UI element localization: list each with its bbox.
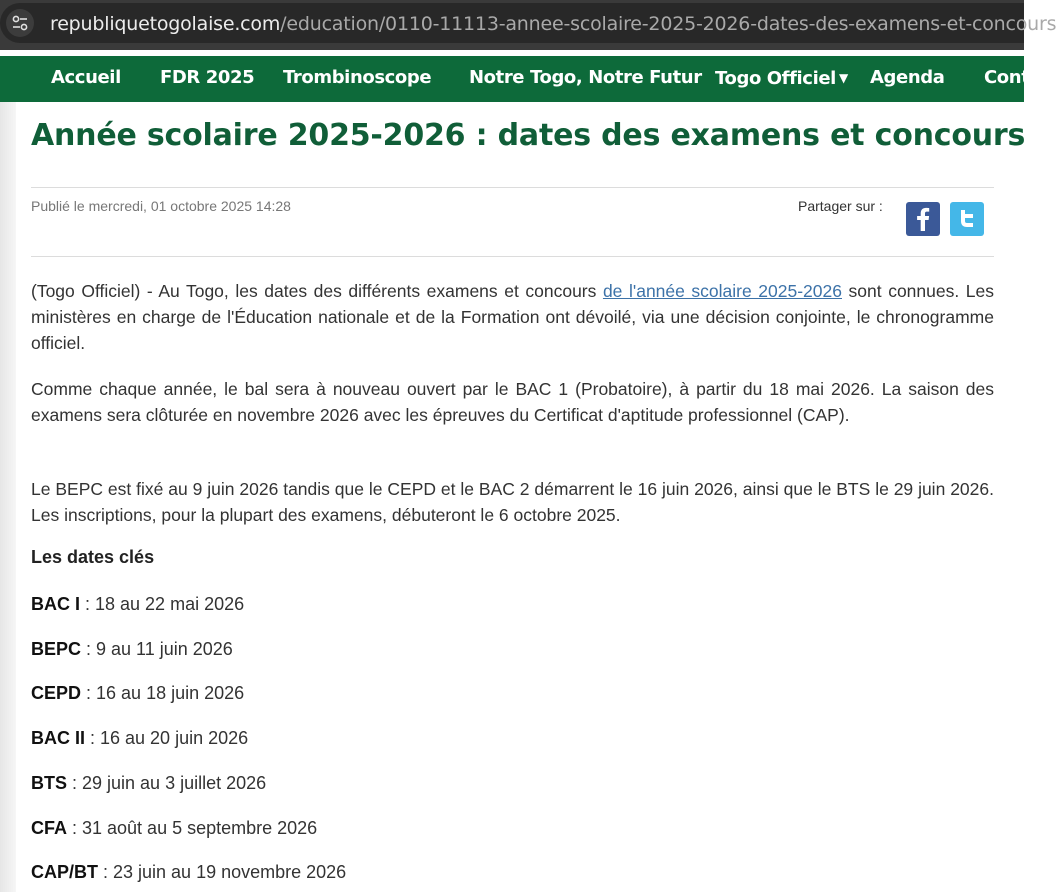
- key-date-row: [31, 639, 233, 660]
- exam-name: CEPD: [31, 683, 82, 703]
- content-side-shadow: [0, 102, 16, 892]
- exam-dates: : 29 juin au 3 juillet 2026: [67, 773, 267, 793]
- exam-dates: : 16 au 18 juin 2026: [81, 683, 245, 703]
- exam-dates: : 18 au 22 mai 2026: [80, 594, 245, 614]
- share-label: Partager sur :: [798, 198, 883, 214]
- paragraph-1-text-a: (Togo Officiel) - Au Togo, les dates des différents examens et concours: [31, 281, 603, 301]
- article-paragraph-1: [31, 278, 994, 356]
- twitter-icon: [950, 202, 984, 236]
- nav-item-trombinoscope[interactable]: Trombinoscope: [283, 67, 432, 88]
- school-year-link[interactable]: de l'année scolaire 2025-2026: [602, 281, 842, 301]
- nav-item-agenda[interactable]: Agenda: [870, 67, 945, 88]
- key-date-row: [31, 773, 266, 794]
- url-text[interactable]: [50, 13, 1056, 35]
- nav-item-fdr-2025[interactable]: FDR 2025: [160, 67, 255, 88]
- divider-top: [31, 187, 994, 188]
- article-title: Année scolaire 2025-2026 : dates des examens et concours: [31, 118, 1026, 153]
- exam-name: CAP/BT: [31, 862, 98, 882]
- nav-item-togo-officiel-label: Togo Officiel: [715, 68, 836, 89]
- caret-down-icon: ▼: [838, 71, 848, 85]
- key-date-row: [31, 594, 244, 615]
- nav-item-notre-togo[interactable]: Notre Togo, Notre Futur: [469, 67, 702, 88]
- exam-name: BAC I: [31, 594, 80, 614]
- facebook-share-button[interactable]: [906, 202, 940, 236]
- main-nav: [0, 56, 1030, 102]
- article-paragraph-3: Le BEPC est fixé au 9 juin 2026 tandis que le CEPD et le BAC 2 démarrent le 16 juin 2026, ainsi que le BTS le 29 juin 2026. Les inscriptions, pour la plupart des examens, débuteront le 6 octobre 2025.: [31, 479, 994, 525]
- exam-dates: : 23 juin au 19 novembre 2026: [98, 862, 347, 882]
- article-paragraph-2: Comme chaque année, le bal sera à nouveau ouvert par le BAC 1 (Probatoire), à partir du 18 mai 2026. La saison des examens sera clôturée en novembre 2026 avec les épreuves du Certificat d'aptitude professionnel (CAP).: [31, 379, 994, 425]
- site-info-icon[interactable]: [6, 9, 34, 37]
- paragraph-1-text-b: sont connues. Les ministères en charge de l'Éducation nationale et de la Formation ont dévoilé, via une décision conjointe, le chronogramme officiel.: [31, 281, 995, 353]
- url-path: /education/0110-11113-annee-scolaire-2025-2026-dates-des-examens-et-concours: [280, 13, 1056, 35]
- exam-name: BTS: [31, 773, 67, 793]
- twitter-share-button[interactable]: [950, 202, 984, 236]
- nav-item-contact[interactable]: Cont: [984, 67, 1030, 88]
- divider-bottom: [31, 256, 994, 257]
- exam-dates: : 31 août au 5 septembre 2026: [67, 818, 318, 838]
- exam-name: BAC II: [31, 728, 85, 748]
- browser-toolbar: [0, 0, 1056, 50]
- key-date-row: [31, 862, 346, 883]
- address-bar[interactable]: [0, 3, 1056, 43]
- facebook-icon: [906, 202, 940, 236]
- exam-name: BEPC: [31, 639, 82, 659]
- nav-item-togo-officiel[interactable]: [715, 56, 848, 102]
- nav-item-accueil[interactable]: Accueil: [51, 67, 121, 88]
- publish-date: Publié le mercredi, 01 octobre 2025 14:28: [31, 198, 291, 214]
- key-date-row: [31, 818, 317, 839]
- exam-dates: : 16 au 20 juin 2026: [85, 728, 249, 748]
- url-host: republiquetogolaise.com: [50, 13, 281, 35]
- key-date-row: [31, 728, 248, 749]
- exam-name: CFA: [31, 818, 67, 838]
- key-dates-heading: Les dates clés: [31, 547, 155, 567]
- key-date-row: [31, 683, 244, 704]
- exam-dates: : 9 au 11 juin 2026: [81, 639, 233, 659]
